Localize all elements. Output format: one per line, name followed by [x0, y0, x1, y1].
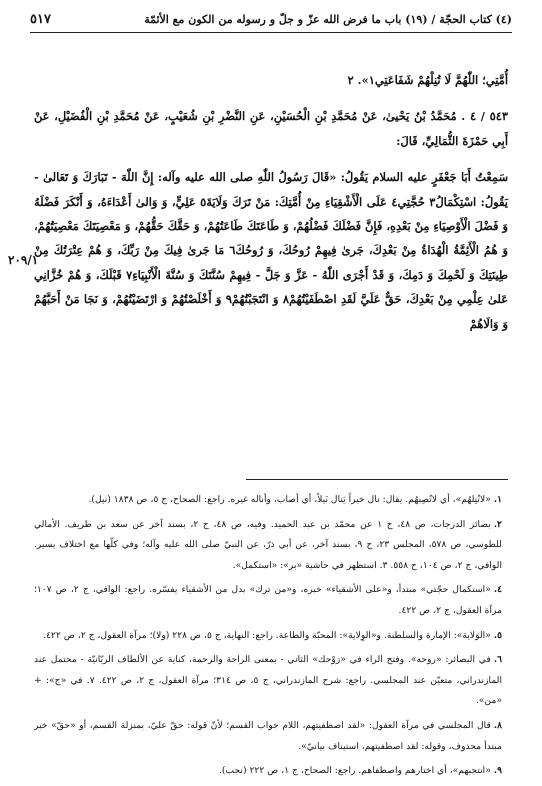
footnote — [34, 490, 502, 511]
footnote-number: ٥. — [493, 629, 502, 641]
matn-paragraph: سَمِعْتُ أَبَا جَعْفَرٍ عليه السلام يَقُولُ: «قَالَ رَسُولُ اللّٰهِ صلى الله عليه وآله: إِنَّ اللّٰهَ - تَبَارَكَ وَ تَعَالىٰ - يَقُولُ: اسْتِكْمَالُ٣ حُجَّتِي٤ عَلَى الْأَشْقِيَاءِ مِنْ أُمَّتِكَ: مَنْ تَرَكَ وَلَايَةَ٥ عَلِيٍّ، وَ وَالىٰ أَعْدَاءَهُ، وَ أَنْكَرَ فَضْلَهُ وَ فَضْلَ الْأَوْصِيَاءِ مِنْ بَعْدِهِ، فَإِنَّ فَضْلَكَ فَضْلُهُمْ، وَ طَاعَتَكَ طَاعَتُهُمْ، وَ حَقَّكَ حَقُّهُمْ، وَ مَعْصِيَتَكَ مَعْصِيَتُهُمْ، وَ هُمُ الْأَئِمَّةُ الْهُدَاةُ مِنْ بَعْدِكَ، جَرىٰ فِيهِمْ رُوحُكَ، وَ رُوحُكَ٦ مَا جَرىٰ فِيكَ مِنْ رَبِّكَ، وَ هُمْ عِتْرَتُكَ مِنْ طِينَتِكَ وَ لَحْمِكَ وَ دَمِكَ، وَ قَدْ أَجْرَى اللّٰهُ - عَزَّ وَ جَلَّ - فِيهِمْ سُنَّتَكَ وَ سُنَّةَ الْأَنْبِيَاءِ٧ قَبْلَكَ، وَ هُمْ خُزَّانِي عَلىٰ عِلْمِي مِنْ بَعْدِكَ، حَقٌّ عَلَيَّ لَقَدِ اصْطَفَيْتُهُمْ٨ وَ انْتَجَبْتُهُمْ٩ وَ أَخْلَصْتُهُمْ وَ ارْتَضَيْتُهُمْ، وَ نَجَا مَنْ أَحَبَّهُمْ وَ وَالَاهُمْ — [34, 170, 508, 331]
footnote-number: ٩. — [493, 765, 502, 777]
footnote — [34, 515, 502, 577]
footnote-text: قال المجلسي في مرآة العقول: «لقد اصطفيتهم، اللام جواب القسم؛ لأنّ قوله: حقّ عليّ، بمنزلة القسم، أو «حقّ» خبر مبتدأ محذوف، وقوله: لقد اصطفيتهم، استيناف بيانيّ». — [34, 719, 502, 752]
footnote — [34, 580, 502, 621]
isnad-text: مُحَمَّدُ بْنُ يَحْيىٰ، عَنْ مُحَمَّدِ بْنِ الْحُسَيْنِ، عَنِ النَّضْرِ بْنِ شُعَيْبٍ، عَنْ مُحَمَّدِ بْنِ الْفُضَيْلِ، عَنْ أَبِي حَمْزَةَ الثُّمَالِيِّ، قَالَ: — [34, 109, 508, 148]
footnote — [34, 716, 502, 757]
isnad-paragraph — [34, 104, 508, 153]
opening-line: أُمَّتِي؛ اللّٰهُمَّ لَا تُنِلْهُمْ شَفَاعَتِي١». ٢ — [347, 73, 508, 87]
footnote — [34, 761, 502, 782]
footnote-text: «انتجبهم»، أي اختارهم واصطفاهم. راجع: الصحاح، ج ١، ص ٢٢٢ (نجب). — [218, 765, 491, 777]
footnote-number: ٨. — [493, 719, 502, 731]
footnote-number: ٤. — [493, 584, 502, 596]
footnote-text: بصائر الدرجات، ص ٤٨، ح ١ عن محمّد بن عبد الحميد. وفيه، ص ٤٨، ح ٢، بسند آخر عن سعد بن طريف. الأمالي للطوسي، ص ٥٧٨، المجلس ٢٣، ح ٩، بسند آخر، عن أبي ذرّ، عن النبيّ صلى الله عليه وآله؛ وفي كلّها مع اختلاف يسير. الوافي، ج ٢، ص ١٠٤، ح ٥٥٨. ٣. استظهر في حاشية «بر»: «استكمل». — [34, 518, 502, 571]
page-number: ٥١٧ — [30, 11, 51, 27]
footnote-text: في البصائر: «روحه». وفتح الراء في «رَوْحك» الثاني - بمعنى الراحة والرحمة، كناية عن الألطاف الربّانيّة - محتمل عند المازندراني، متعيّن عند المجلسي. راجع: شرح المازندراني، ج ٥، ص ٣١٤؛ مرآة العقول، ج ٢، ص ٤٢٢. ٧. في «ج»: + «من». — [34, 654, 502, 707]
footnotes — [34, 490, 502, 786]
hadith-number: ٥٤٣ / ٤ . — [461, 109, 509, 124]
footnote-number: ١. — [493, 494, 502, 505]
footnote — [34, 626, 502, 647]
hadith-text — [34, 68, 508, 336]
footnote-text: «استكمال حجّتي» مبتدأ، و«على الأشقياء» خبره، و«من ترك» بدل من الأشقياء يفسّره. راجع: الوافي، ج ٢، ص ١٠٧؛ مرآة العقول، ج ٢، ص ٤٢٢. — [34, 584, 502, 616]
footnote-divider — [246, 479, 508, 480]
running-title: (٤) كتاب الحجّة / (١٩) باب ما فرض الله عزّ و جلّ و رسوله من الكون مع الأئمّة — [144, 12, 512, 26]
page-header — [30, 8, 512, 33]
footnote-text: «الوَلاية»: الإمارة والسلطنة. و«الوِلاية»: المحبّة والطاعة. راجع: النهاية، ج ٥، ص ٢٢٨ (ولا)؛ مرآة العقول، ج ٢، ص ٤٢٢. — [43, 629, 491, 641]
footnote — [34, 650, 502, 712]
footnote-number: ٢. — [493, 518, 502, 530]
footnote-text: «لاتُنِلهُم»، أي لاتُصِبهُم. يقال: نال خيراً يَنال نَيلاً، أي أصاب، وأناله غيره. راجع: الصحاح، ج ٥، ص ١٨٣٨ (نيل). — [88, 494, 491, 505]
margin-reference: ٢٠٩/١ — [8, 253, 39, 267]
footnote-number: ٦. — [493, 654, 502, 666]
